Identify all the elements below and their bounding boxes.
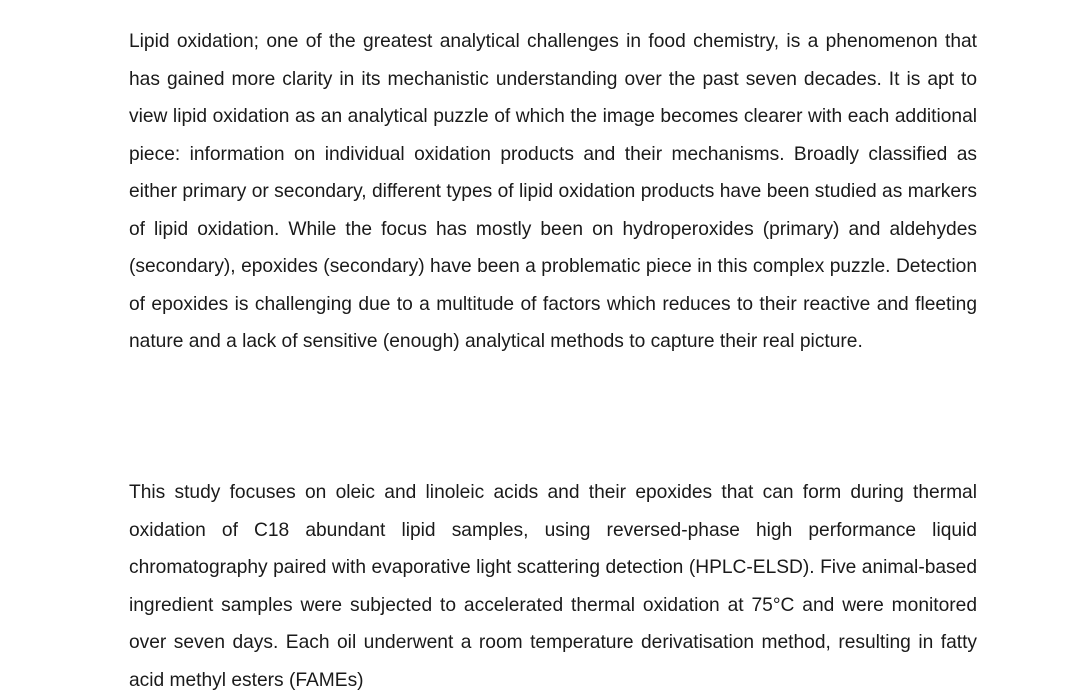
- paragraph-study: This study focuses on oleic and linoleic acids and their epoxides that can form during thermal oxidation of C18 abundant lipid samples, using reversed-phase high performance liquid chromatography paired with evaporative light scattering detection (HPLC-ELSD). Five animal-based ingredient samples were subjected to accelerated thermal oxidation at 75°C and were monitored over seven days. Each oil underwent a room temperature derivatisation method, resulting in fatty acid methyl esters (FAMEs): [129, 482, 977, 691]
- paragraph-intro: Lipid oxidation; one of the greatest analytical challenges in food chemistry, is a phenomenon that has gained more clarity in its mechanistic understanding over the past seven decades. It is apt to view lipid oxidation as an analytical puzzle of which the image becomes clearer with each additional piece: information on individual oxidation products and their mechanisms. Broadly classified as either primary or secondary, different types of lipid oxidation products have been studied as markers of lipid oxidation. While the focus has mostly been on hydroperoxides (primary) and aldehydes (secondary), epoxides (secondary) have been a problematic piece in this complex puzzle. Detection of epoxides is challenging due to a multitude of factors which reduces to their reactive and fleeting nature and a lack of sensitive (enough) analytical methods to capture their real picture.: [129, 31, 977, 352]
